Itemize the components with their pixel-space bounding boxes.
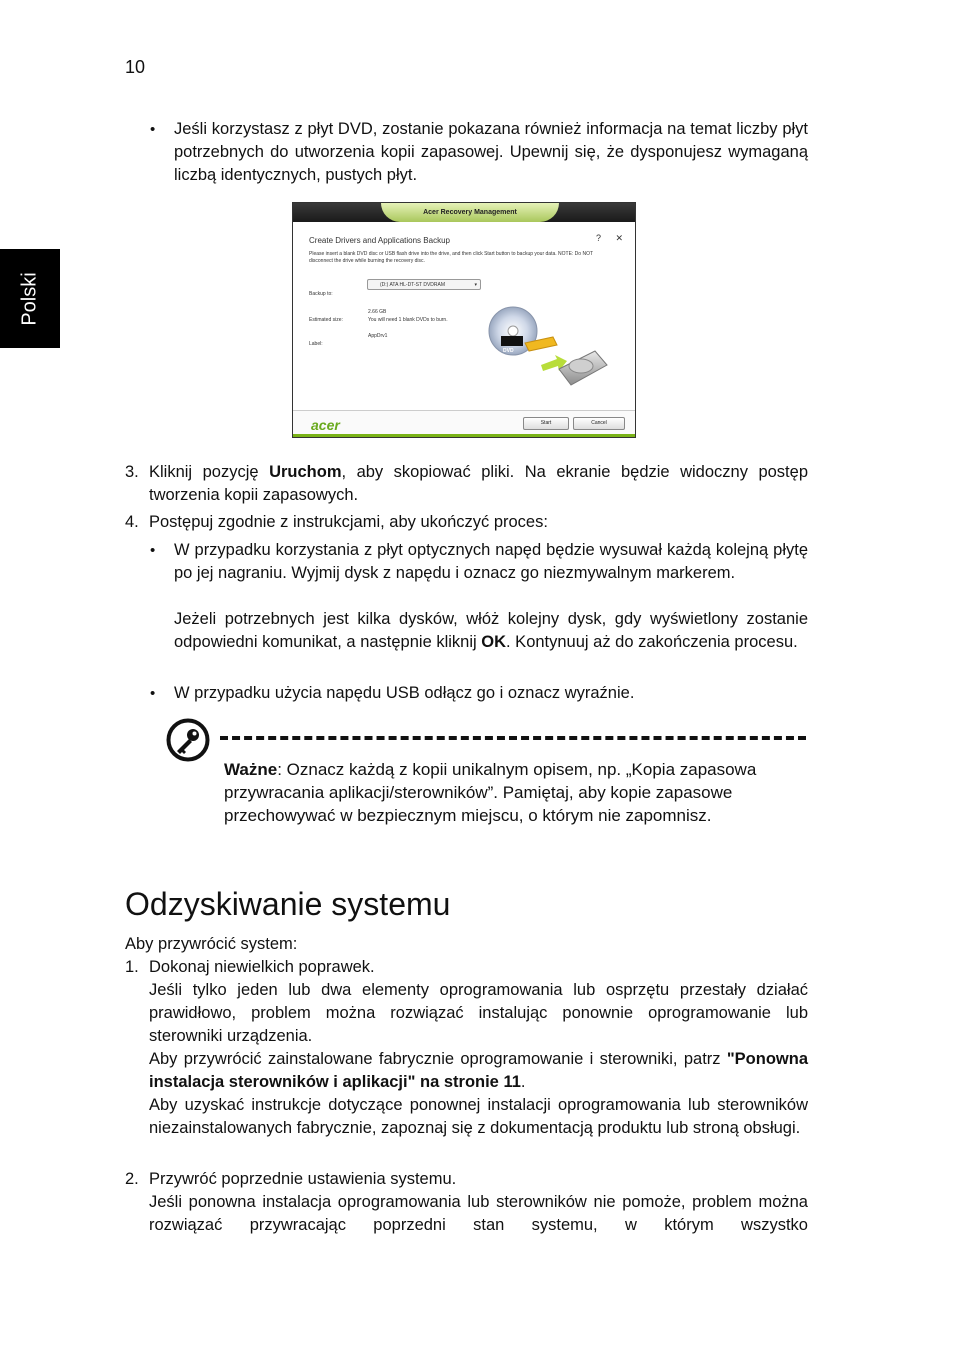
backup-to-value: (D:) ATA HL-DT-ST DVDRAM bbox=[380, 282, 446, 288]
intro-bullet-text: Jeśli korzystasz z płyt DVD, zostanie pokazana również informacja na temat liczby płyt potrzebnych do utworzenia kopii zapasowej. Upewnij się, że dysponujesz wymaganą liczbą identycznych, pustych płyt. bbox=[174, 120, 808, 184]
dialog-description: Please insert a blank DVD disc or USB flash drive into the drive, and then click Start button to backup your data. NOTE: Do NOT disconnect the drive while burning the recovery disc. bbox=[309, 251, 593, 264]
step-4-text: Postępuj zgodnie z instrukcjami, aby ukończyć proces: bbox=[149, 513, 548, 531]
backup-to-select[interactable] bbox=[367, 279, 481, 290]
footer-accent-bar bbox=[293, 434, 635, 437]
step-4-bullet-1a: W przypadku korzystania z płyt optycznych napęd będzie wysuwał każdą kolejną płytę po jej nagraniu. Wyjmij dysk z napędu i oznacz go niezmywalnym markerem. bbox=[174, 541, 808, 582]
section-intro: Aby przywrócić system: bbox=[125, 935, 298, 953]
item-1-paragraph-2: Aby przywrócić zainstalowane fabrycznie oprogramowanie i sterowniki, patrz "Ponowna instalacja sterowników i aplikacji" na stronie 11. bbox=[149, 1050, 808, 1091]
label-value: AppDrv1 bbox=[368, 333, 388, 339]
item-2-paragraph-1: Jeśli ponowna instalacja oprogramowania lub sterowników nie pomoże, problem można rozwiązać przywracając poprzedni stan systemu, w którym wszystko bbox=[149, 1193, 808, 1234]
estimated-size-note: You will need 1 blank DVDs to burn. bbox=[368, 317, 448, 323]
acer-logo: acer bbox=[311, 417, 340, 433]
estimated-size-value: 2.66 GB bbox=[368, 309, 387, 315]
step-4-bullet-2: W przypadku użycia napędu USB odłącz go i oznacz wyraźnie. bbox=[174, 684, 635, 702]
dialog-heading: Create Drivers and Applications Backup bbox=[309, 236, 450, 245]
item-1-number: 1. bbox=[125, 958, 139, 976]
label-label: Label: bbox=[309, 341, 323, 347]
item-2-number: 2. bbox=[125, 1170, 139, 1188]
dialog-footer bbox=[293, 410, 635, 437]
step-3-text: Kliknij pozycję Uruchom, aby skopiować pliki. Na ekranie będzie widoczny postęp tworzenia kopii zapasowych. bbox=[149, 463, 808, 504]
window-title: Acer Recovery Management bbox=[381, 203, 559, 222]
important-note-text: Ważne: Oznacz każdą z kopii unikalnym opisem, np. „Kopia zapasowa przywracania aplikacji/sterowników”. Pamiętaj, aby kopie zapasowe przechowywać w bezpiecznym miejscu, o którym nie zapomnisz. bbox=[224, 760, 757, 825]
window-titlebar bbox=[293, 203, 635, 222]
language-tab-label: Polski bbox=[18, 272, 41, 326]
step-4-bullet-1b: Jeżeli potrzebnych jest kilka dysków, włóż kolejny dysk, gdy wyświetlony zostanie odpowiedni komunikat, a następnie kliknij OK. Kontynuuj aż do zakończenia procesu. bbox=[174, 610, 808, 651]
estimated-size-label: Estimated size: bbox=[309, 317, 343, 323]
note-divider bbox=[220, 736, 806, 740]
dvd-badge: DVD bbox=[503, 348, 514, 354]
start-button[interactable]: Start bbox=[523, 417, 569, 430]
item-2-title: Przywróć poprzednie ustawienia systemu. bbox=[149, 1170, 457, 1188]
bullet-icon: • bbox=[150, 121, 156, 138]
chevron-down-icon: ▾ bbox=[474, 282, 477, 288]
backup-to-label: Backup to: bbox=[309, 291, 333, 297]
item-1-title: Dokonaj niewielkich poprawek. bbox=[149, 958, 375, 976]
window-controls[interactable]: ? ✕ bbox=[595, 233, 629, 243]
cancel-button[interactable]: Cancel bbox=[573, 417, 625, 430]
bullet-icon: • bbox=[150, 542, 156, 559]
step-4-number: 4. bbox=[125, 513, 139, 531]
important-key-icon bbox=[166, 718, 210, 762]
item-1-paragraph-3: Aby uzyskać instrukcje dotyczące ponownej instalacji oprogramowania lub sterowników niezainstalowanych fabrycznie, zapoznaj się z dokumentacją produktu lub stroną obsługi. bbox=[149, 1096, 808, 1137]
page-number: 10 bbox=[125, 57, 146, 77]
cross-reference-link[interactable]: "Ponowna instalacja sterowników i aplikacji" na stronie 11 bbox=[149, 1050, 808, 1091]
item-1-paragraph-1: Jeśli tylko jeden lub dwa elementy oprogramowania lub osprzętu przestały działać prawidłowo, problem można rozwiązać instalując ponownie oprogramowanie lub sterowniki urządzenia. bbox=[149, 981, 808, 1045]
language-tab bbox=[0, 249, 60, 348]
step-3-number: 3. bbox=[125, 463, 139, 481]
bullet-icon: • bbox=[150, 685, 156, 702]
recovery-screenshot bbox=[292, 202, 636, 438]
section-title: Odzyskiwanie systemu bbox=[125, 886, 451, 922]
